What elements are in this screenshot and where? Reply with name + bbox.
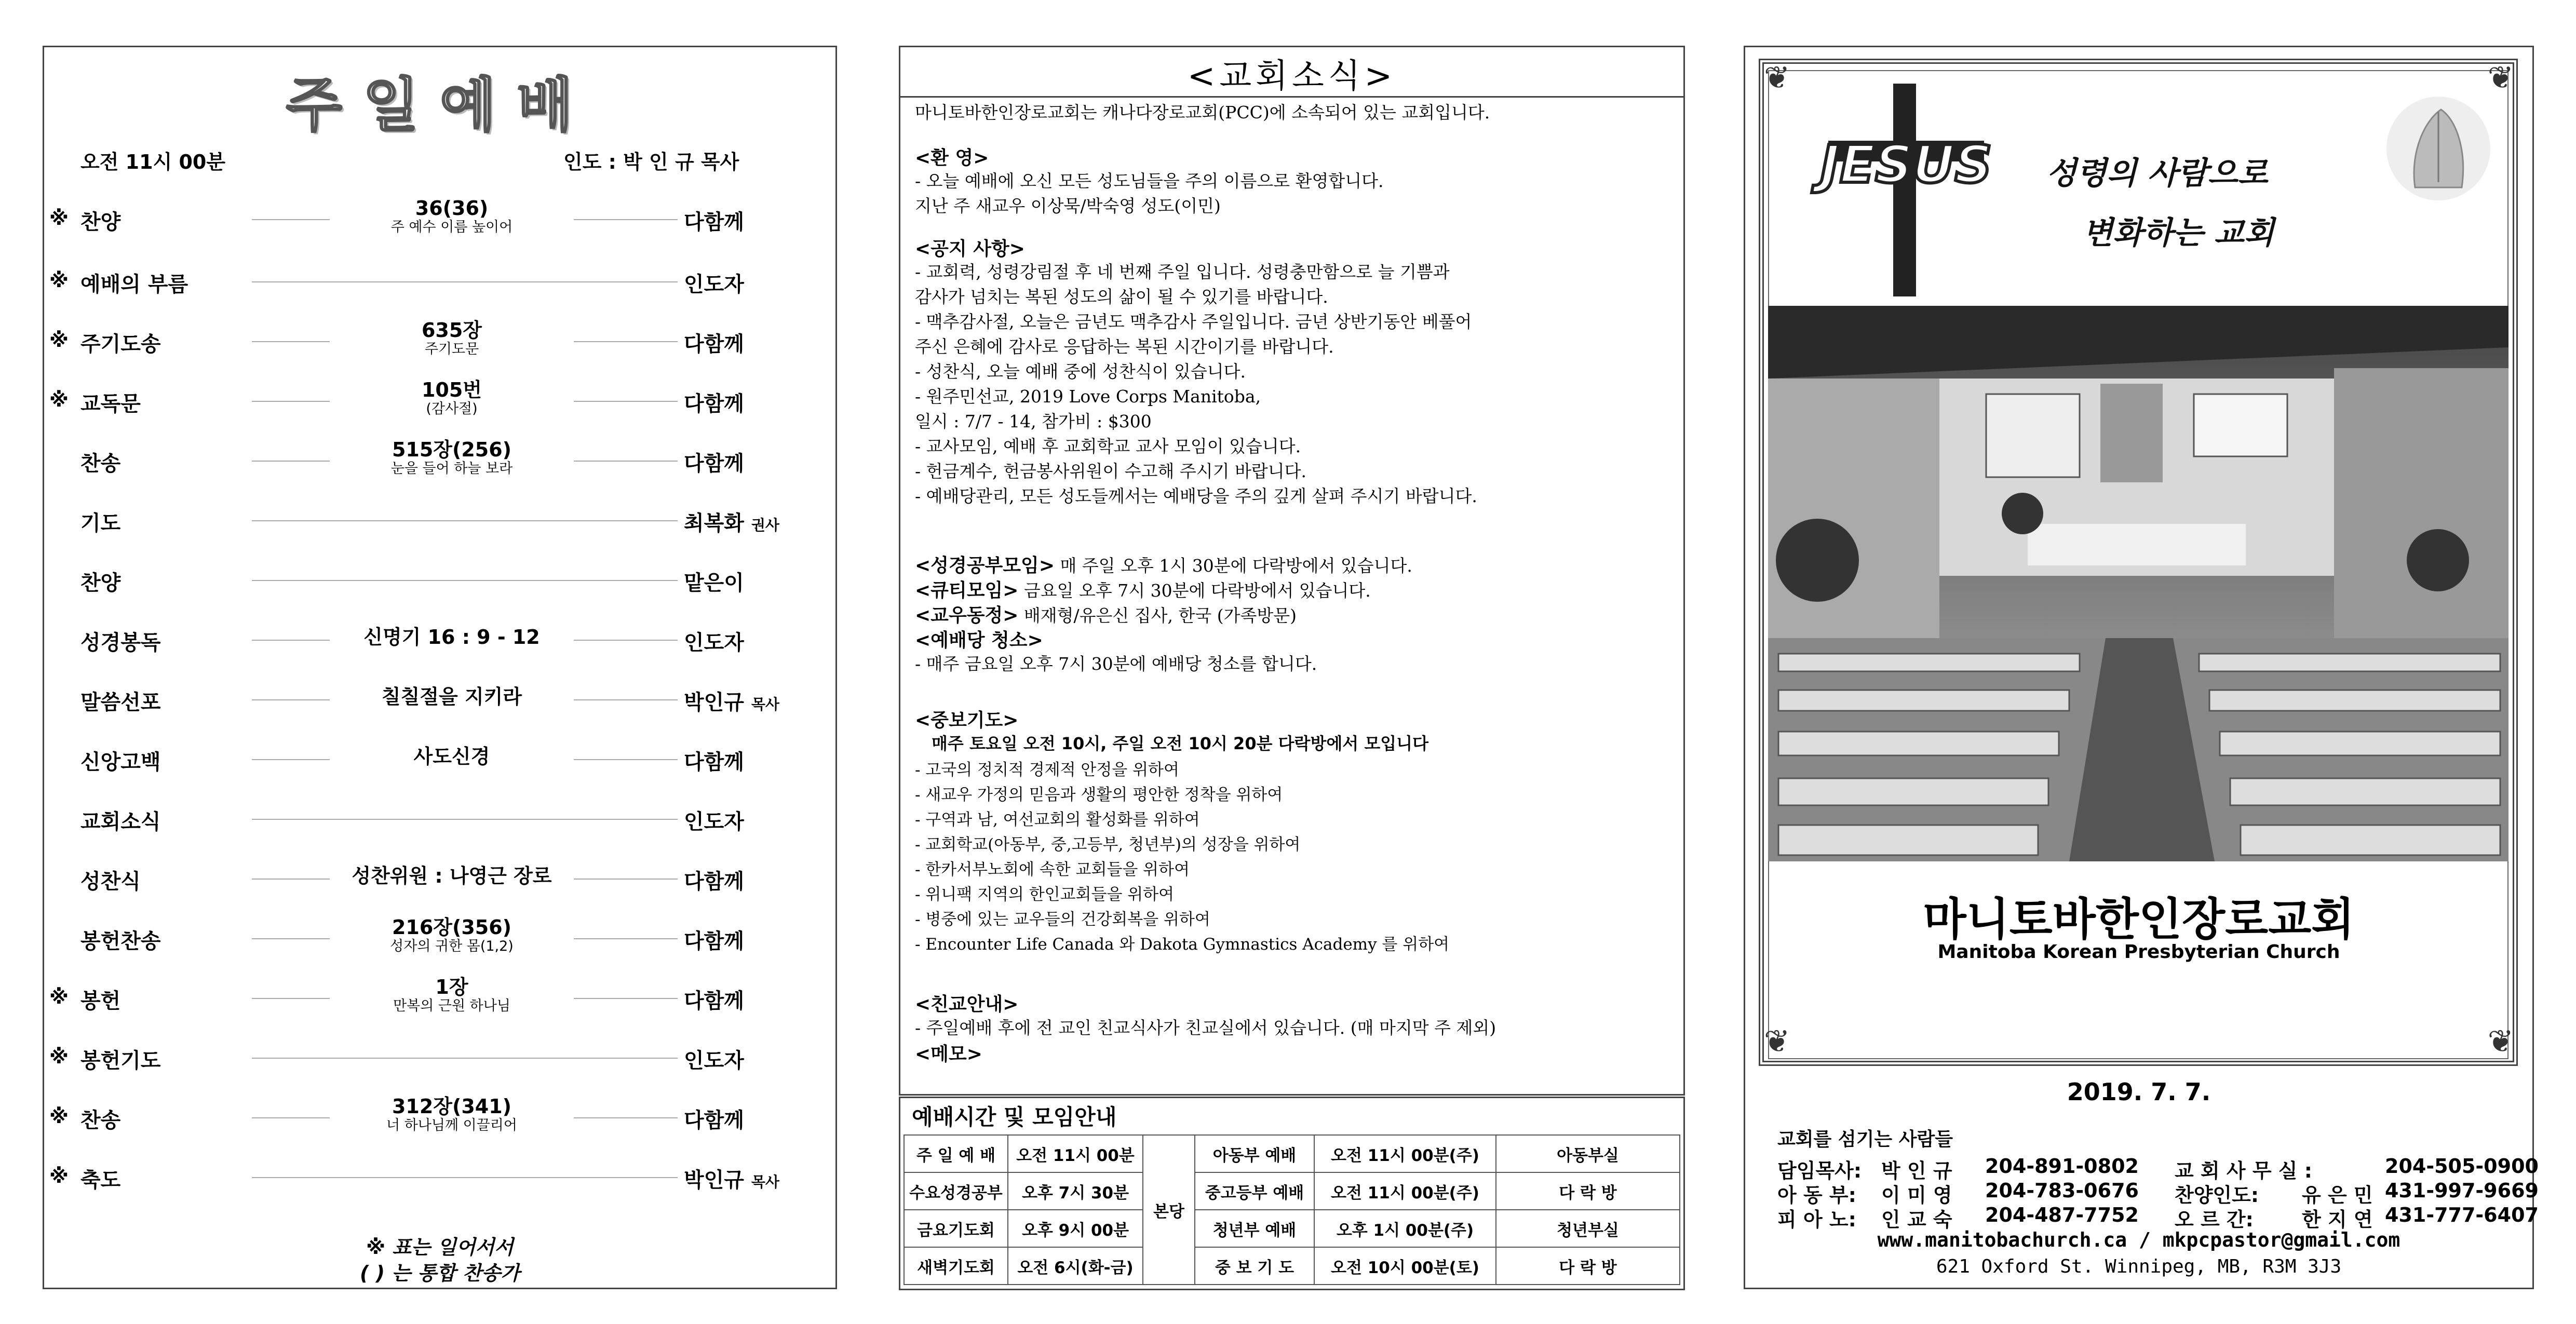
fellowship-heading: <친교안내> (915, 994, 1019, 1015)
notice-line: 주신 은혜에 감사로 응답하는 복된 시간이기를 바랍니다. (915, 336, 1334, 357)
prayer-line: - 구역과 남, 여선교회의 활성화를 위하여 (915, 810, 1200, 829)
staff-heading: 교회를 섬기는 사람들 (1777, 1129, 1953, 1150)
worship-order-row (44, 865, 839, 896)
order-item-main: 칠칠절을 지키라 (381, 685, 522, 708)
staff-role: 피 아 노: (1777, 1208, 1856, 1231)
staff-name2: 유 은 민 (2302, 1184, 2373, 1207)
church-address: 621 Oxford St. Winnipeg, MB, R3M 3J3 (1936, 1256, 2342, 1277)
leader-dots (252, 580, 678, 581)
meeting-name: 수요성경공부 (904, 1172, 1008, 1210)
worship-order-row (44, 686, 839, 717)
order-item-name: 찬송 (80, 1109, 121, 1132)
staff-role2: 교 회 사 무 실 : (2175, 1159, 2312, 1182)
leader-name: 박인규 (684, 691, 744, 714)
prayer-line: - 고국의 정치적 경제적 안정을 위하여 (915, 761, 1179, 779)
leader-dots (252, 401, 330, 402)
order-item-name: 축도 (80, 1168, 121, 1192)
prayer-line: - Encounter Life Canada 와 Dakota Gymnastics Academy 를 위하여 (915, 935, 1450, 954)
staff-phone: 204-891-0802 (1985, 1155, 2139, 1178)
schedule-row (904, 1172, 1680, 1210)
standing-mark: ※ (49, 1045, 69, 1068)
schedule-box (899, 1097, 1685, 1290)
order-item-sub: (감사절) (426, 401, 478, 417)
staff-role2: 찬양인도: (2175, 1184, 2259, 1207)
leader-dots (252, 819, 678, 820)
order-item-sub: 성자의 귀한 몸(1,2) (390, 938, 514, 954)
news-title-divider (900, 96, 1683, 98)
bible-study-line (915, 551, 1412, 577)
leader-dots (574, 219, 678, 220)
order-item-sub: 주기도문 (424, 341, 479, 357)
leader-dots (252, 520, 678, 521)
order-item-main: 312장(341) (392, 1095, 512, 1118)
notice-line: - 원주민선교, 2019 Love Corps Manitoba, (915, 386, 1261, 407)
worship-order-row (44, 197, 839, 237)
order-item-name: 말씀선포 (80, 691, 161, 714)
order-item-detail (335, 1096, 569, 1134)
order-item-name: 교회소식 (80, 810, 161, 834)
jesus-cross-logo (1808, 78, 2005, 302)
order-item-name: 주기도송 (80, 332, 161, 356)
order-item-detail (335, 686, 569, 708)
worship-order-panel (43, 46, 837, 1289)
cleaning-heading: <예배당 청소> (915, 630, 1043, 651)
leader-title: 권사 (751, 517, 779, 534)
family-text: 배재형/유은신 집사, 한국 (가족방문) (1018, 605, 1297, 626)
order-item-name: 성경봉독 (80, 631, 161, 655)
staff-phone2: 204-505-0900 (2385, 1155, 2539, 1178)
staff-name: 인 교 숙 (1881, 1208, 1952, 1231)
staff-role: 담임목사: (1777, 1159, 1862, 1182)
order-item-detail (335, 746, 569, 767)
schedule-title: 예배시간 및 모임안내 (912, 1104, 1117, 1130)
corner-ornament-icon: ❦ (2487, 1023, 2514, 1060)
staff-name: 박 인 규 (1881, 1159, 1952, 1182)
meeting-name: 중고등부 예배 (1195, 1172, 1314, 1210)
bible-study-heading: <성경공부모임> (915, 555, 1055, 576)
church-name-korean: 마니토바한인장로교회 (1923, 894, 2355, 945)
order-item-detail (335, 379, 569, 417)
meeting-name: 아동부 예배 (1195, 1135, 1314, 1172)
slogan-line-1: 성령의 사람으로 (2046, 155, 2268, 192)
qt-line (915, 576, 1371, 602)
leader-dots (252, 219, 330, 220)
order-item-main: 635장 (421, 319, 482, 342)
sanctuary-photo (1768, 306, 2508, 861)
bulletin-date: 2019. 7. 7. (2067, 1078, 2211, 1106)
leader-dots (252, 938, 330, 939)
order-item-main: 1장 (435, 976, 468, 998)
order-item-name: 찬양 (80, 210, 121, 234)
order-item-name: 봉헌기도 (80, 1049, 161, 1073)
order-item-name: 예배의 부름 (80, 273, 188, 296)
meeting-time: 오후 7시 30분 (1008, 1172, 1143, 1210)
meeting-name: 주 일 예 배 (904, 1135, 1008, 1172)
order-item-name: 기도 (80, 511, 121, 535)
order-item-leader: 다함께 (684, 210, 744, 234)
family-heading: <교우동정> (915, 605, 1019, 626)
order-item-detail (335, 319, 569, 358)
worship-order-row (44, 438, 839, 478)
staff-name: 이 미 영 (1881, 1184, 1952, 1207)
leader-dots (252, 1058, 678, 1059)
meeting-place: 다 락 방 (1496, 1247, 1680, 1285)
order-item-name: 성찬식 (80, 870, 141, 894)
standing-mark: ※ (49, 388, 69, 411)
church-news-panel (899, 46, 1685, 1096)
meeting-name: 새벽기도회 (904, 1247, 1008, 1285)
order-item-sub: 눈을 들어 하늘 보라 (390, 461, 513, 477)
leader-dots (574, 759, 678, 760)
leader-dots (574, 699, 678, 700)
staff-role: 아 동 부: (1777, 1184, 1856, 1207)
fellowship-text: - 주일예배 후에 전 교인 친교식사가 친교실에서 있습니다. (매 마지막 주 제외) (915, 1018, 1496, 1038)
schedule-table (903, 1134, 1680, 1285)
order-item-leader: 다함께 (684, 332, 744, 356)
order-item-leader (684, 686, 814, 715)
leader-dots (574, 401, 678, 402)
order-item-leader: 다함께 (684, 750, 744, 774)
order-item-main: 성찬위원 : 나영근 장로 (352, 864, 552, 887)
leader-dots (574, 879, 678, 880)
prayer-line: - 새교우 가정의 믿음과 생활의 평안한 정착을 위하여 (915, 786, 1283, 804)
standing-mark: ※ (49, 985, 69, 1008)
order-item-detail (335, 439, 569, 477)
order-item-leader (684, 1164, 814, 1193)
standing-mark: ※ (49, 269, 69, 292)
worship-order-row (44, 1095, 839, 1135)
order-item-sub: 너 하나님께 이끌리어 (386, 1117, 517, 1133)
notice-line: - 성찬식, 오늘 예배 중에 성찬식이 있습니다. (915, 361, 1246, 382)
prayer-heading: <중보기도> (915, 710, 1019, 731)
welcome-line: - 오늘 예배에 오신 모든 성도님들을 주의 이름으로 환영합니다. (915, 171, 1384, 191)
memo-heading: <메모> (915, 1044, 982, 1065)
leader-dots (574, 461, 678, 462)
meeting-place: 본당 (1143, 1135, 1195, 1285)
worship-order-row (44, 566, 839, 598)
notice-line: 일시 : 7/7 - 14, 참가비 : $300 (915, 411, 1152, 431)
leader-title: 목사 (751, 696, 779, 713)
website-email: www.manitobachurch.ca / mkpcpastor@gmail.com (1877, 1228, 2400, 1251)
order-item-leader: 인도자 (684, 273, 744, 296)
meeting-time: 오전 6시(화-금) (1008, 1247, 1143, 1285)
staff-phone: 204-487-7752 (1985, 1204, 2139, 1226)
welcome-line: 지난 주 새교우 이상묵/박숙영 성도(이민) (915, 196, 1221, 216)
order-item-name: 봉헌 (80, 989, 121, 1013)
leader-dots (252, 640, 330, 641)
meeting-time: 오전 11시 00분 (1008, 1135, 1143, 1172)
news-intro: 마니토바한인장로교회는 캐나다장로교회(PCC)에 소속되어 있는 교회입니다. (915, 102, 1490, 123)
leader-dots (574, 341, 678, 342)
corner-ornament-icon: ❦ (1764, 60, 1790, 96)
order-item-detail (335, 865, 569, 887)
worship-order-row (44, 746, 839, 777)
meeting-place: 아동부실 (1496, 1135, 1680, 1172)
staff-phone2: 431-777-6407 (2385, 1204, 2539, 1226)
worship-order-row (44, 319, 839, 359)
order-item-leader: 인도자 (684, 631, 744, 655)
qt-heading: <큐티모임> (915, 580, 1019, 601)
worship-order-row (44, 379, 839, 418)
prayer-line: - 위니팩 지역의 한인교회들을 위하여 (915, 885, 1175, 904)
order-item-sub: 만복의 근원 하나님 (393, 998, 510, 1014)
order-item-main: 515장(256) (392, 438, 512, 461)
standing-mark: ※ (49, 1105, 69, 1128)
church-name-english: Manitoba Korean Presbyterian Church (1937, 941, 2340, 963)
leader-dots (252, 281, 678, 282)
order-item-leader: 인도자 (684, 1049, 744, 1073)
order-item-name: 찬송 (80, 452, 121, 476)
welcome-heading: <환 영> (915, 147, 989, 169)
order-item-leader (684, 507, 814, 536)
order-item-main: 신명기 16 : 9 - 12 (363, 626, 540, 649)
standing-mark: ※ (49, 1165, 69, 1187)
bible-study-text: 매 주일 오후 1시 30분에 다락방에서 있습니다. (1054, 556, 1412, 576)
schedule-row (904, 1135, 1680, 1172)
prayer-schedule: 매주 토요일 오전 10시, 주일 오전 10시 20분 다락방에서 모입니다 (932, 734, 1428, 753)
leader-dots (252, 1117, 330, 1118)
leader-dots (252, 998, 330, 999)
order-item-main: 사도신경 (413, 745, 490, 768)
order-item-main: 105번 (421, 379, 482, 401)
order-item-detail (335, 976, 569, 1015)
leader-dots (252, 699, 330, 700)
staff-phone2: 431-997-9669 (2385, 1179, 2539, 1202)
logo-text: JESUS (1820, 134, 1992, 195)
staff-phone: 204-783-0676 (1985, 1179, 2139, 1202)
order-item-leader: 맡은이 (684, 571, 744, 595)
staff-name2: 한 지 연 (2302, 1208, 2373, 1231)
order-item-main: 36(36) (415, 197, 489, 220)
worship-footnote-standing: ※ 표는 일어서서 (366, 1236, 514, 1259)
news-title: <교회소식> (1187, 57, 1397, 96)
worship-order-row (44, 507, 839, 538)
order-item-detail (335, 626, 569, 648)
leader-dots (252, 1177, 678, 1178)
staff-role2: 오 르 간: (2175, 1208, 2254, 1231)
worship-order-row (44, 626, 839, 657)
order-item-name: 신앙고백 (80, 750, 161, 774)
order-item-sub: 주 예수 이름 높이어 (390, 219, 513, 235)
worship-order-row (44, 1164, 839, 1195)
family-line (915, 601, 1297, 627)
meeting-place: 다 락 방 (1496, 1172, 1680, 1210)
standing-mark: ※ (49, 207, 69, 229)
worship-order-row (44, 805, 839, 836)
worship-footnote-hymnal: ( ) 는 통합 찬송가 (360, 1262, 520, 1285)
corner-ornament-icon: ❦ (2487, 60, 2514, 96)
meeting-place: 청년부실 (1496, 1210, 1680, 1247)
notice-heading: <공지 사항> (915, 238, 1025, 260)
prayer-line: - 병중에 있는 교우들의 건강회복을 위하여 (915, 910, 1210, 929)
meeting-time: 오전 10시 00분(토) (1314, 1247, 1496, 1285)
schedule-row (904, 1210, 1680, 1247)
order-item-leader: 다함께 (684, 989, 744, 1013)
order-item-leader: 다함께 (684, 929, 744, 953)
leader-dots (574, 640, 678, 641)
cover-panel (1744, 46, 2539, 1289)
leader-dots (574, 998, 678, 999)
meeting-name: 청년부 예배 (1195, 1210, 1314, 1247)
notice-line: - 교사모임, 예배 후 교회학교 교사 모임이 있습니다. (915, 436, 1301, 456)
worship-order-row (44, 268, 839, 299)
worship-title: 주일예배 (286, 72, 594, 139)
prayer-line: - 한카서부노회에 속한 교회들을 위하여 (915, 860, 1190, 879)
corner-ornament-icon: ❦ (1764, 1023, 1790, 1060)
leader-dots (252, 879, 330, 880)
worship-order-row (44, 916, 839, 956)
leader-dots (252, 461, 330, 462)
order-item-leader: 다함께 (684, 1109, 744, 1132)
order-item-detail (335, 197, 569, 236)
meeting-time: 오후 1시 00분(주) (1314, 1210, 1496, 1247)
meeting-time: 오전 11시 00분(주) (1314, 1172, 1496, 1210)
meeting-name: 중 보 기 도 (1195, 1247, 1314, 1285)
order-item-detail (335, 916, 569, 955)
notice-line: - 맥추감사절, 오늘은 금년도 맥추감사 주일입니다. 금년 상반기동안 베풀어 (915, 312, 1472, 332)
worship-time: 오전 11시 00분 (80, 151, 226, 173)
leader-dots (252, 759, 330, 760)
leader-dots (252, 341, 330, 342)
meeting-time: 오전 11시 00분(주) (1314, 1135, 1496, 1172)
leader-dots (574, 938, 678, 939)
order-item-leader: 다함께 (684, 870, 744, 894)
order-item-name: 찬양 (80, 571, 121, 595)
praying-hands-icon (2379, 89, 2498, 208)
order-item-leader: 다함께 (684, 452, 744, 476)
meeting-name: 금요기도회 (904, 1210, 1008, 1247)
order-item-name: 교독문 (80, 392, 141, 416)
slogan-line-2: 변화하는 교회 (2083, 215, 2274, 251)
worship-leader: 인도 : 박 인 규 목사 (563, 151, 739, 173)
order-item-leader: 다함께 (684, 392, 744, 416)
standing-mark: ※ (49, 329, 69, 352)
worship-order-row (44, 1044, 839, 1075)
leader-title: 목사 (751, 1173, 779, 1191)
cleaning-text: - 매주 금요일 오후 7시 30분에 예배당 청소를 합니다. (915, 654, 1317, 674)
meeting-time: 오후 9시 00분 (1008, 1210, 1143, 1247)
notice-line: - 교회력, 성령강림절 후 네 번째 주일 입니다. 성령충만함으로 늘 기쁨과 (915, 262, 1450, 282)
schedule-row (904, 1247, 1680, 1285)
leader-name: 박인규 (684, 1168, 744, 1192)
notice-line: - 헌금계수, 헌금봉사위원이 수고해 주시기 바랍니다. (915, 461, 1307, 481)
qt-text: 금요일 오후 7시 30분에 다락방에서 있습니다. (1018, 580, 1371, 601)
order-item-name: 봉헌찬송 (80, 929, 161, 953)
leader-name: 최복화 (684, 511, 744, 535)
notice-line: - 예배당관리, 모든 성도들께서는 예배당을 주의 깊게 살펴 주시기 바랍니다. (915, 486, 1477, 506)
notice-line: 감사가 넘치는 복된 성도의 삶이 될 수 있기를 바랍니다. (915, 287, 1328, 307)
order-item-leader: 인도자 (684, 810, 744, 834)
prayer-line: - 교회학교(아동부, 중,고등부, 청년부)의 성장을 위하여 (915, 835, 1301, 854)
leader-dots (574, 1117, 678, 1118)
order-item-main: 216장(356) (392, 916, 512, 939)
worship-order-row (44, 976, 839, 1016)
